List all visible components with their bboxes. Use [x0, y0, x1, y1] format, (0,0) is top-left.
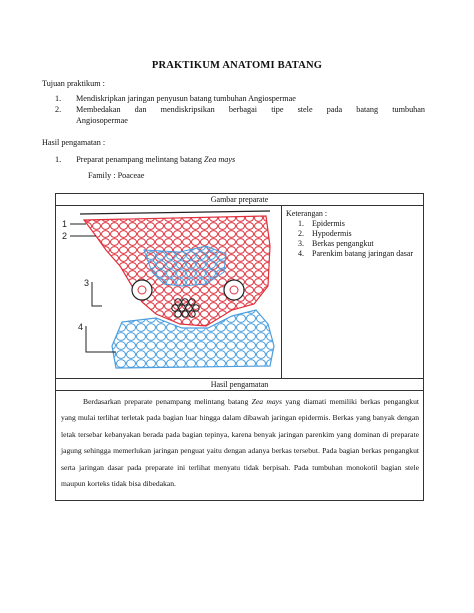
objective-number: 2.: [55, 105, 62, 114]
legend-list: [286, 219, 419, 259]
image-header: Gambar preparate: [56, 194, 424, 206]
observation-label: Hasil pengamatan :: [42, 138, 106, 147]
objectives-list: [55, 93, 425, 126]
objective-text: Membedakan dan mendiskripsikan berbagai tipe stele pada batang tumbuhan: [76, 105, 425, 114]
objective-number: 1.: [55, 94, 62, 103]
legend-item: 1. Epidermis: [298, 219, 345, 228]
objective-item: [55, 104, 425, 126]
result-paragraph: Berdasarkan preparate penampang melintang batang Zea mays yang diamati memiliki berkas pengangkut yang mulai terlihat terletak pada bagian luar hingga dalam dibawah jaringan epidermis. Berkas yang banyak dengan letak tersebar kebanyakan berada pada bagian tepinya, karena benyak jaringan parenkim yang dominan di preparate jagung sehingga memerlukan jaringan penguat yaitu dengan adanya berkas tersebut. Pada bagian berkas pengangkut serta jaringan dasar pada preparate ini terlihat menyatu tidak berpisah. Pada tumbuhan monokotil bagian stele maupun korteks tidak bisa dibedakan.: [56, 391, 424, 501]
result-species: Zea mays: [251, 397, 282, 406]
objective-text-continued: Angiosopermae: [76, 116, 128, 125]
vascular-bundle: [132, 280, 152, 300]
epidermis-line: [80, 211, 270, 214]
observation-item: [55, 154, 235, 165]
preparate-drawing: [56, 206, 281, 376]
legend-title: Keterangan :: [286, 209, 328, 218]
legend-item: 2. Hypodermis: [298, 229, 352, 238]
legend-cell: [282, 206, 424, 379]
legend-item: 3. Berkas pengangkut: [298, 239, 374, 248]
objectives-label: Tujuan praktikum :: [42, 79, 105, 88]
family-line: Family : Poaceae: [88, 171, 145, 180]
drawing-label-2: 2: [62, 231, 68, 241]
observation-species: Zea mays: [204, 155, 236, 164]
observation-text: Preparat penampang melintang batang: [76, 155, 202, 164]
observation-table: [55, 193, 424, 501]
preparate-drawing-cell: [56, 206, 282, 379]
drawing-label-1: 1: [62, 219, 68, 229]
drawing-label-4: 4: [78, 322, 84, 332]
page-title: PRAKTIKUM ANATOMI BATANG: [151, 60, 323, 71]
objective-item: [55, 93, 425, 104]
vascular-bundle: [224, 280, 244, 300]
result-header: Hasil pengamatan: [56, 379, 424, 391]
objective-text: Mendiskripkan jaringan penyusun batang tumbuhan Angiospermae: [76, 94, 296, 103]
legend-item: 4. Parenkim batang jaringan dasar: [298, 249, 414, 258]
drawing-label-3: 3: [84, 278, 90, 288]
observation-number: 1.: [55, 155, 62, 164]
